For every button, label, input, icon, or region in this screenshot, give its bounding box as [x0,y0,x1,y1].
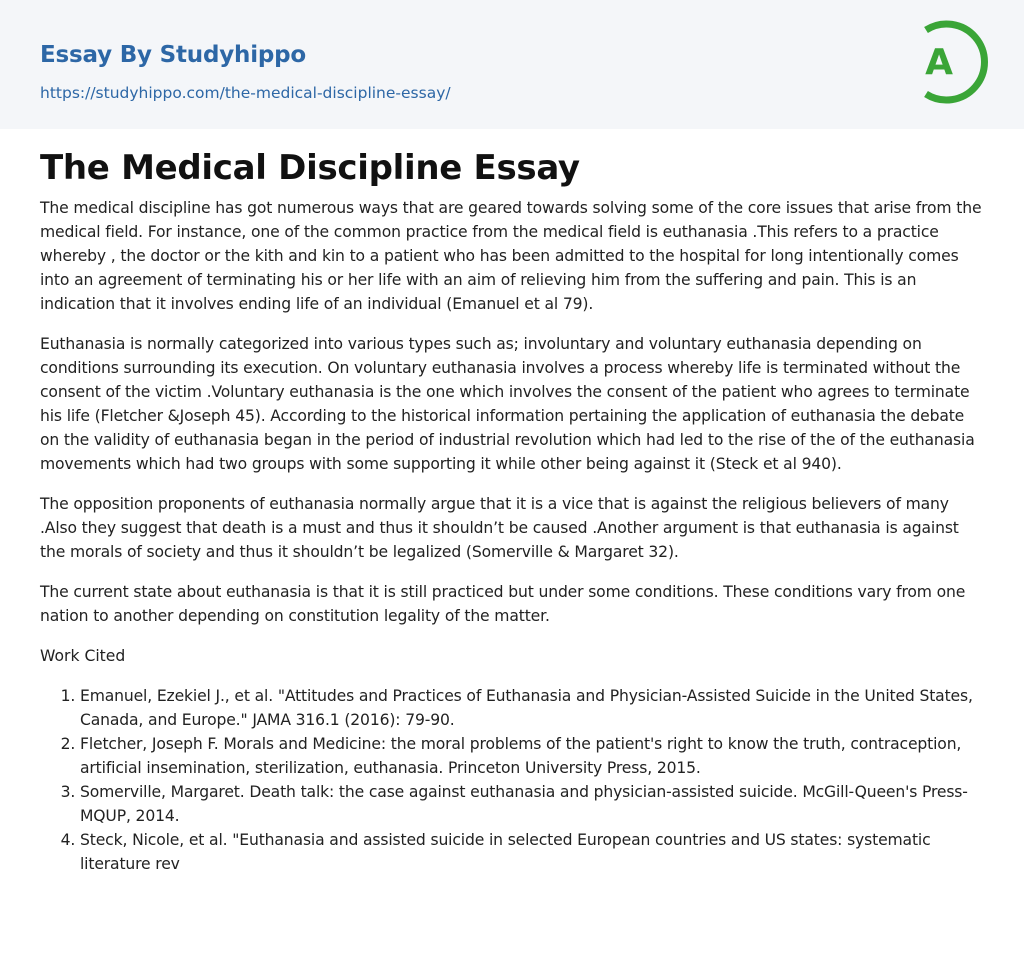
paragraph-4: The current state about euthanasia is that it is still practiced but under some conditions. These conditions vary from one nation to another depending on constitution legality of the matter. [40,583,966,625]
works-cited-heading: Work Cited [40,647,126,665]
page-header [0,0,1024,129]
paragraph-2: Euthanasia is normally categorized into various types such as; involuntary and voluntary euthanasia depending on conditions surrounding its execution. On voluntary euthanasia involves a process whereby life is terminated without the consent of the victim .Voluntary euthanasia is the one which involves the consent of the patient who agrees to terminate his life (Fletcher &Joseph 45). According to the historical information pertaining the application of euthanasia the debate on the validity of euthanasia began in the period of industrial revolution which had led to the rise of the of the euthanasia movements which had two groups with some supporting it while other being against it (Steck et al 940). [40,335,975,473]
references-list [40,684,984,876]
reference-item: 4. Steck, Nicole, et al. "Euthanasia and assisted suicide in selected European countries and US states: systematic literature rev [80,828,984,876]
page-title: The Medical Discipline Essay [40,148,580,188]
essay-url-link[interactable]: https://studyhippo.com/the-medical-discipline-essay/ [40,84,451,102]
site-brand[interactable]: Essay By Studyhippo [40,42,307,68]
article-body [0,129,1024,876]
reference-item: 3. Somerville, Margaret. Death talk: the case against euthanasia and physician-assisted suicide. McGill-Queen's Press-MQUP, 2014. [80,780,984,828]
paragraph-3: The opposition proponents of euthanasia normally argue that it is a vice that is against the religious believers of many .Also they suggest that death is a must and thus it shouldn’t be caused .Another argument is that euthanasia is against the morals of society and thus it shouldn’t be legalized (Somerville & Margaret 32). [40,495,959,561]
reference-item: 2. Fletcher, Joseph F. Morals and Medicine: the moral problems of the patient's right to know the truth, contraception, artificial insemination, sterilization, euthanasia. Princeton University Press, 2015. [80,732,984,780]
logo-letter: A [925,42,953,83]
studyhippo-logo-icon[interactable] [912,19,988,105]
reference-item: 1. Emanuel, Ezekiel J., et al. "Attitudes and Practices of Euthanasia and Physician-Assisted Suicide in the United States, Canada, and Europe." JAMA 316.1 (2016): 79-90. [80,684,984,732]
paragraph-1: The medical discipline has got numerous ways that are geared towards solving some of the core issues that arise from the medical field. For instance, one of the common practice from the medical field is euthanasia .This refers to a practice whereby , the doctor or the kith and kin to a patient who has been admitted to the hospital for long intentionally comes into an agreement of terminating his or her life with an aim of relieving him from the suffering and pain. This is an indication that it involves ending life of an individual (Emanuel et al 79). [40,199,982,313]
